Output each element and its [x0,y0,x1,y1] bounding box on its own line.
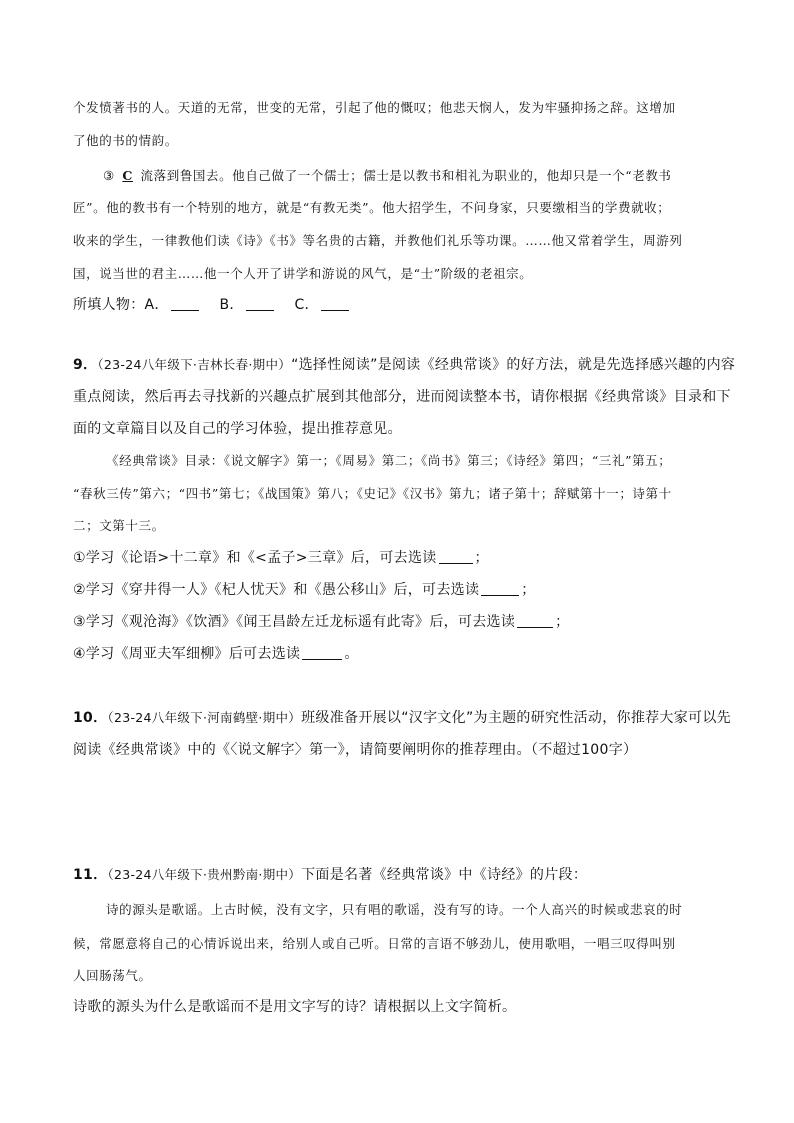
toc-line: 二；文第十三。 [73,518,165,533]
fill-option-b: B． [219,297,244,313]
filled-answer: C [122,168,133,183]
question-text-line: 诗歌的源头为什么是歌谣而不是用文字写的诗？请根据以上文字简析。 [73,999,517,1015]
sub-question-text: ②学习《穿井得一人》《杞人忧天》和《愚公移山》后，可去选读 [73,582,480,598]
fill-option-c: C． [294,297,319,313]
question-source: （23-24八年级下·吉林长春·期中） [97,357,292,372]
punctuation: ； [474,550,489,566]
question-text-line: 阅读《经典常谈》中的《〈说文解字〉第一》，请简要阐明你的推荐理由。（不超过100字） [73,742,638,758]
fill-option-a: A． [144,297,169,313]
question-text-line: 重点阅读，然后再去寻找新的兴趣点扩展到其他部分，进而阅读整本书，请你根据《经典常谈》目录和下 [73,389,731,405]
passage-line: 收来的学生，一律教他们读《诗》《书》等名贵的古籍，并教他们礼乐等功课。……他又常着学生，周游列 [73,233,683,248]
sub-question-2 [73,581,536,599]
question-number: 10． [73,710,108,726]
answer-blank-a[interactable] [171,296,199,311]
answer-blank-4[interactable] [302,645,342,660]
fill-in-people [73,296,351,314]
punctuation: 。 [344,646,359,662]
toc-line: “春秋三传”第六；“四书”第七；《战国策》第八；《史记》《汉书》第九；诸子第十；辞赋第十一；诗第十 [73,486,672,501]
question-9-stem [73,356,735,374]
question-text: “选择性阅读”是阅读《经典常谈》的好方法，就是先选择感兴趣的内容 [291,357,736,373]
fill-label: 所填人物： [73,297,145,313]
answer-blank-c[interactable] [321,296,349,311]
passage-line: 国，说当世的君主……他一个人开了讲学和游说的风气，是“士”阶级的老祖宗。 [73,266,533,281]
punctuation: ； [555,614,570,630]
question-source: （23-24八年级下·河南鹤壁·期中） [107,710,302,725]
excerpt-line: 人回肠荡气。 [73,968,152,983]
sub-question-text: ③学习《观沧海》《饮酒》《闻王昌龄左迁龙标遥有此寄》后，可去选读 [73,614,516,630]
sub-question-3 [73,613,569,631]
question-11-stem [73,866,587,884]
sub-question-4 [73,645,359,663]
toc-line: 《经典常谈》目录：《说文解字》第一；《周易》第二；《尚书》第三；《诗经》第四；“三礼”第五； [106,453,672,468]
passage-item-3 [103,167,672,185]
question-number: 11． [73,867,108,883]
answer-blank-b[interactable] [246,296,274,311]
answer-blank-3[interactable] [517,613,553,628]
passage-line: 个发愤著书的人。天道的无常，世变的无常，引起了他的慨叹；他悲天悯人，发为牢骚抑扬之辞。这增加 [73,100,676,115]
answer-blank-1[interactable] [439,549,473,564]
answer-blank-2[interactable] [481,581,519,596]
excerpt-line: 候，常愿意将自己的心情诉说出来，给别人或自己听。日常的言语不够劲儿，使用歌唱，一唱三叹得叫别 [73,936,676,951]
question-text-line: 面的文章篇目以及自己的学习体验，提出推荐意见。 [73,421,402,437]
excerpt-line: 诗的源头是歌谣。上古时候，没有文字，只有唱的歌谣，没有写的诗。一个人高兴的时候或悲哀的时 [106,902,683,917]
sub-question-text: ④学习《周亚夫军细柳》后可去选读 [73,646,301,662]
sub-question-text: ①学习《论语>十二章》和《<孟子>三章》后，可去选读 [73,550,437,566]
passage-text: 流落到鲁国去。他自己做了一个儒士；儒士是以教书和相礼为职业的，他却只是一个“老教书 [140,168,672,183]
question-10-stem [73,709,731,727]
passage-line: 匠”。他的教书有一个特别的地方，就是“有教无类”。他大招学生，不问身家，只要缴相当的学费就收； [73,200,671,215]
question-source: （23-24八年级下·贵州黔南·期中） [107,867,302,882]
question-text: 下面是名著《经典常谈》中《诗经》的片段： [301,867,588,883]
sub-question-1 [73,549,489,567]
item-marker: ③ [103,168,115,183]
passage-line: 了他的书的情韵。 [73,133,178,148]
punctuation: ； [521,582,536,598]
question-number: 9． [73,357,98,373]
question-text: 班级准备开展以“汉字文化”为主题的研究性活动，你推荐大家可以先 [301,710,731,726]
